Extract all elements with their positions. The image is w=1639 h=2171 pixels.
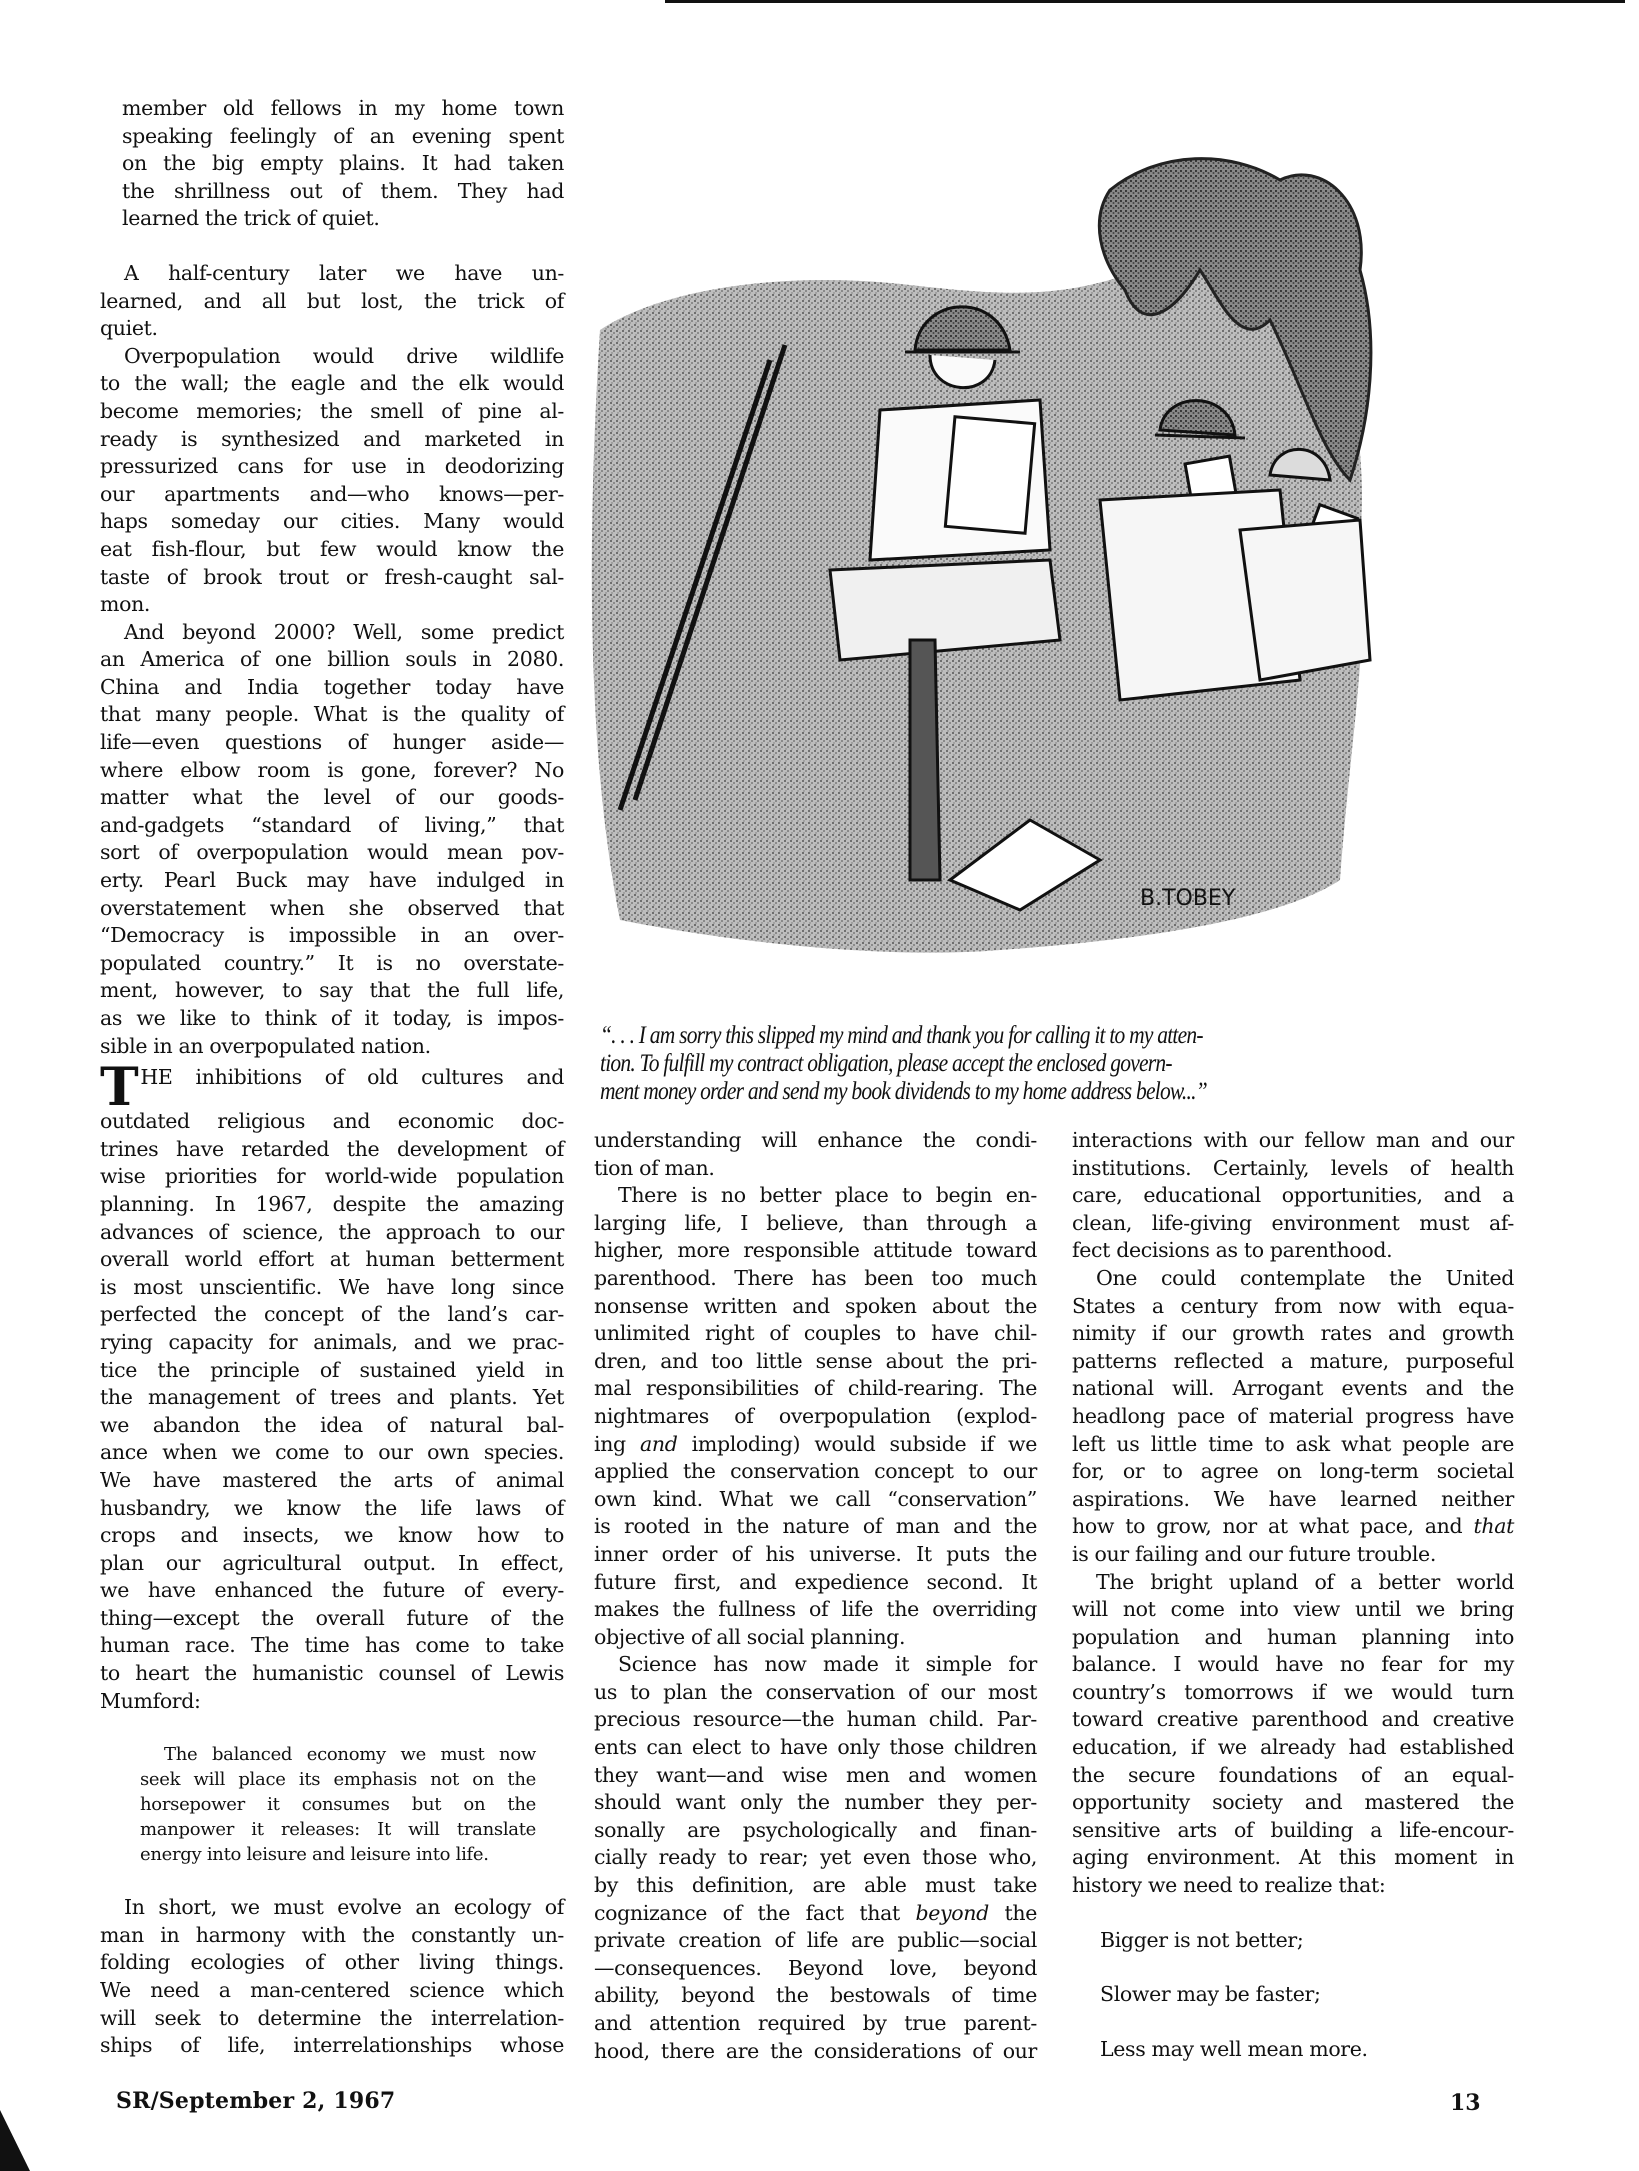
text-line: will not come into view until we bring: [1072, 1597, 1514, 1622]
text-line: understanding will enhance the condi-: [594, 1128, 1037, 1152]
text-line: our apartments and—who knows—per-: [100, 481, 564, 506]
text-line: In short, we must evolve an ecology of: [124, 1895, 564, 1920]
text-line: that many people. What is the quality of: [100, 702, 564, 727]
text-line: And beyond 2000? Well, some predict: [124, 619, 564, 644]
drop-cap: T: [100, 1057, 139, 1119]
text-line: unlimited right of couples to have chil-: [594, 1321, 1037, 1346]
text-line: dren, and too little sense about the pri-: [594, 1348, 1037, 1373]
paragraph: [594, 1651, 1037, 2065]
text-line: higher, more responsible attitude toward: [594, 1238, 1037, 1263]
text-line: is rooted in the nature of man and the: [594, 1514, 1037, 1539]
text-line: larging life, I believe, than through a: [594, 1210, 1037, 1235]
text-line: will seek to determine the interrelation-: [100, 2005, 564, 2030]
text-line: inner order of his universe. It puts the: [594, 1541, 1037, 1566]
text-line: headlong pace of material progress have: [1072, 1403, 1514, 1428]
text-line: makes the fullness of life the overriding: [594, 1597, 1037, 1622]
text-line: we have enhanced the future of every-: [100, 1578, 564, 1603]
text-line: national will. Arrogant events and the: [1072, 1376, 1514, 1401]
text-line: horsepower it consumes but on the: [140, 1794, 536, 1816]
text-line: toward creative parenthood and creative: [1072, 1707, 1514, 1732]
text-line: States a century from now with equa-: [1072, 1293, 1514, 1318]
text-line: sible in an overpopulated nation.: [100, 1033, 431, 1058]
text-line: wise priorities for world-wide population: [100, 1164, 564, 1189]
text-line: balance. I would have no fear for my: [1072, 1652, 1514, 1677]
text-line: become memories; the smell of pine al-: [100, 398, 564, 423]
text-line: erty. Pearl Buck may have indulged in: [100, 868, 564, 893]
text-line: nightmares of overpopulation (explod-: [594, 1403, 1037, 1428]
text-line: manpower it releases: It will translate: [140, 1819, 536, 1841]
text-line: thing—except the overall future of the: [100, 1605, 564, 1630]
text-line: clean, life-giving environment must af-: [1072, 1210, 1514, 1235]
text-line: mal responsibilities of child-rearing. The: [594, 1376, 1037, 1401]
text-line: and-gadgets “standard of living,” that: [100, 812, 564, 837]
text-line: ents can elect to have only those children: [594, 1735, 1037, 1760]
text-line: learned, and all but lost, the trick of: [100, 288, 564, 313]
text-line: ships of life, interrelationships whose: [100, 2033, 564, 2058]
text-line: seek will place its emphasis not on the: [140, 1769, 536, 1791]
text-line: precious resource—the human child. Par-: [594, 1707, 1037, 1732]
text-line: patterns reflected a mature, purposeful: [1072, 1348, 1514, 1373]
page-number: 13: [1450, 2090, 1481, 2116]
text-line: populated country.” It is no overstate-: [100, 950, 564, 975]
text-line: ance when we come to our own species.: [100, 1440, 564, 1465]
text-line: fect decisions as to parenthood.: [1072, 1238, 1393, 1263]
text-line: an America of one billion souls in 2080.: [100, 647, 564, 672]
text-line: ing and imploding) would subside if we: [594, 1431, 1037, 1456]
paragraph: [100, 619, 564, 1061]
text-line: advances of science, the approach to our: [100, 1219, 564, 1244]
text-line: —consequences. Beyond love, beyond: [594, 1955, 1037, 1980]
text-line: parenthood. There has been too much: [594, 1265, 1037, 1290]
text-line: aspirations. We have learned neither: [1072, 1486, 1514, 1511]
caption-line: tion. To fulfill my contract obligation, please accept the enclosed govern-: [600, 1050, 1172, 1077]
text-line: China and India together today have: [100, 674, 564, 699]
scan-corner-artifact: [0, 2110, 30, 2171]
text-line: HE inhibitions of old cultures and: [140, 1065, 564, 1090]
text-line: applied the conservation concept to our: [594, 1459, 1037, 1484]
text-line: learned the trick of quiet.: [122, 206, 380, 231]
text-line: private creation of life are public—social: [594, 1928, 1037, 1953]
paragraph: [100, 1894, 564, 2060]
text-line: is our failing and our future trouble.: [1072, 1541, 1436, 1566]
text-line: history we need to realize that:: [1072, 1873, 1386, 1898]
text-line: where elbow room is gone, forever? No: [100, 757, 564, 782]
text-line: sort of overpopulation would mean pov-: [100, 840, 564, 865]
text-line: sonally are psychologically and finan-: [594, 1817, 1037, 1842]
text-line: country’s tomorrows if we would turn: [1072, 1679, 1514, 1704]
paragraph: [1072, 1127, 1514, 1265]
text-line: planning. In 1967, despite the amazing: [100, 1191, 564, 1216]
cartoon-illustration: [580, 120, 1540, 1010]
text-line: ment, however, to say that the full life,: [100, 978, 564, 1003]
text-line: by this definition, are able must take: [594, 1873, 1037, 1898]
text-line: to heart the humanistic counsel of Lewis: [100, 1661, 564, 1686]
text-line: A half-century later we have un-: [124, 260, 564, 285]
list-item: Bigger is not better;: [1100, 1927, 1304, 1952]
text-line: population and human planning into: [1072, 1624, 1514, 1649]
paragraph: [100, 343, 564, 619]
text-line: eat fish-flour, but few would know the: [100, 536, 564, 561]
list-item: Less may well mean more.: [1100, 2036, 1368, 2061]
text-line: interactions with our fellow man and our: [1072, 1128, 1514, 1152]
text-line: life—even questions of hunger aside—: [100, 730, 564, 755]
text-line: member old fellows in my home town: [122, 96, 564, 120]
text-line: we abandon the idea of natural bal-: [100, 1412, 564, 1437]
text-line: opportunity society and mastered the: [1072, 1790, 1514, 1815]
text-line: rying capacity for animals, and we prac-: [100, 1329, 564, 1354]
text-line: matter what the level of our goods-: [100, 785, 564, 810]
text-line: human race. The time has come to take: [100, 1633, 564, 1658]
text-line: how to grow, nor at what pace, and that: [1072, 1514, 1514, 1539]
paragraph: [100, 260, 564, 343]
text-line: plan our agricultural output. In effect,: [100, 1550, 564, 1575]
text-line: man in harmony with the constantly un-: [100, 1922, 564, 1947]
text-line: left us little time to ask what people are: [1072, 1431, 1514, 1456]
text-line: taste of brook trout or fresh-caught sal-: [100, 564, 564, 589]
text-line: outdated religious and economic doc-: [100, 1109, 564, 1134]
artist-signature: B.TOBEY: [1140, 886, 1236, 911]
text-line: quiet.: [100, 316, 158, 341]
text-line: the management of trees and plants. Yet: [100, 1385, 564, 1410]
text-line: as we like to think of it today, is impos-: [100, 1006, 564, 1030]
article-column-2: [594, 1127, 1037, 2065]
text-line: trines have retarded the development of: [100, 1136, 564, 1161]
text-line: hood, there are the considerations of our: [594, 2038, 1037, 2063]
text-line: sensitive arts of building a life-encour-: [1072, 1817, 1514, 1842]
publication-date-footer: SR/September 2, 1967: [116, 2088, 396, 2114]
paragraph: [100, 1057, 564, 1715]
text-line: objective of all social planning.: [594, 1624, 906, 1649]
paragraph: [122, 95, 564, 233]
text-line: One could contemplate the United: [1096, 1265, 1514, 1290]
text-line: The balanced economy we must now: [164, 1744, 536, 1766]
text-line: overall world effort at human betterment: [100, 1247, 564, 1272]
text-line: There is no better place to begin en-: [618, 1183, 1037, 1208]
text-line: ability, beyond the bestowals of time: [594, 1983, 1037, 2008]
text-line: us to plan the conservation of our most: [594, 1679, 1037, 1704]
text-line: pressurized cans for use in deodorizing: [100, 454, 564, 479]
text-line: speaking feelingly of an evening spent: [122, 123, 564, 148]
text-line: for, or to agree on long-term societal: [1072, 1459, 1514, 1484]
text-line: mon.: [100, 592, 151, 617]
paragraph: [594, 1182, 1037, 1651]
list-item: Slower may be faster;: [1100, 1982, 1321, 2007]
text-line: The bright upland of a better world: [1096, 1569, 1514, 1594]
text-line: and attention required by true parent-: [594, 2011, 1037, 2035]
text-line: cognizance of the fact that beyond the: [594, 1900, 1037, 1925]
text-line: care, educational opportunities, and a: [1072, 1183, 1514, 1208]
text-line: husbandry, we know the life laws of: [100, 1495, 564, 1520]
text-line: on the big empty plains. It had taken: [122, 151, 564, 176]
text-line: ready is synthesized and marketed in: [100, 426, 564, 451]
text-line: future first, and expedience second. It: [594, 1569, 1037, 1594]
text-line: We have mastered the arts of animal: [100, 1467, 564, 1492]
text-line: is most unscientific. We have long since: [100, 1274, 564, 1299]
article-column-3: [1072, 1127, 1514, 2063]
caption-line: ment money order and send my book dividends to my home address below...”: [600, 1078, 1207, 1105]
text-line: haps someday our cities. Many would: [100, 509, 564, 534]
paragraph: [1072, 1265, 1514, 1569]
text-line: folding ecologies of other living things.: [100, 1950, 564, 1975]
text-line: they want—and wise men and women: [594, 1762, 1037, 1787]
text-line: crops and insects, we know how to: [100, 1523, 564, 1548]
text-line: own kind. What we call “conservation”: [594, 1486, 1037, 1511]
text-line: the secure foundations of an equal-: [1072, 1762, 1514, 1787]
text-line: overstatement when she observed that: [100, 895, 564, 920]
text-line: nimity if our growth rates and growth: [1072, 1321, 1514, 1346]
text-line: should want only the number they per-: [594, 1790, 1037, 1815]
article-column-1: [100, 95, 564, 2060]
text-line: institutions. Certainly, levels of health: [1072, 1155, 1514, 1180]
text-line: nonsense written and spoken about the: [594, 1293, 1037, 1318]
text-line: “Democracy is impossible in an over-: [100, 923, 564, 948]
text-line: We need a man-centered science which: [100, 1978, 564, 2003]
caption-line: “. . . I am sorry this slipped my mind and thank you for calling it to my atten-: [600, 1022, 1203, 1049]
top-rule: [665, 0, 1625, 3]
closing-list: [1072, 1927, 1514, 2064]
text-line: education, if we already had established: [1072, 1735, 1514, 1760]
text-line: energy into leisure and leisure into life.: [140, 1844, 489, 1866]
text-line: tion of man.: [594, 1155, 715, 1180]
text-line: to the wall; the eagle and the elk would: [100, 371, 564, 396]
block-quote: [140, 1742, 536, 1867]
text-line: Mumford:: [100, 1688, 201, 1713]
text-line: the shrillness out of them. They had: [122, 178, 564, 203]
paragraph: [1072, 1569, 1514, 1900]
text-line: Science has now made it simple for: [618, 1652, 1037, 1677]
text-line: cially ready to rear; yet even those who,: [594, 1845, 1037, 1870]
text-line: perfected the concept of the land’s car-: [100, 1302, 564, 1327]
text-line: aging environment. At this moment in: [1072, 1845, 1514, 1870]
text-line: Overpopulation would drive wildlife: [124, 343, 564, 368]
text-line: tice the principle of sustained yield in: [100, 1357, 564, 1382]
paragraph: [594, 1127, 1037, 1182]
cartoon-caption: [600, 1022, 1460, 1106]
